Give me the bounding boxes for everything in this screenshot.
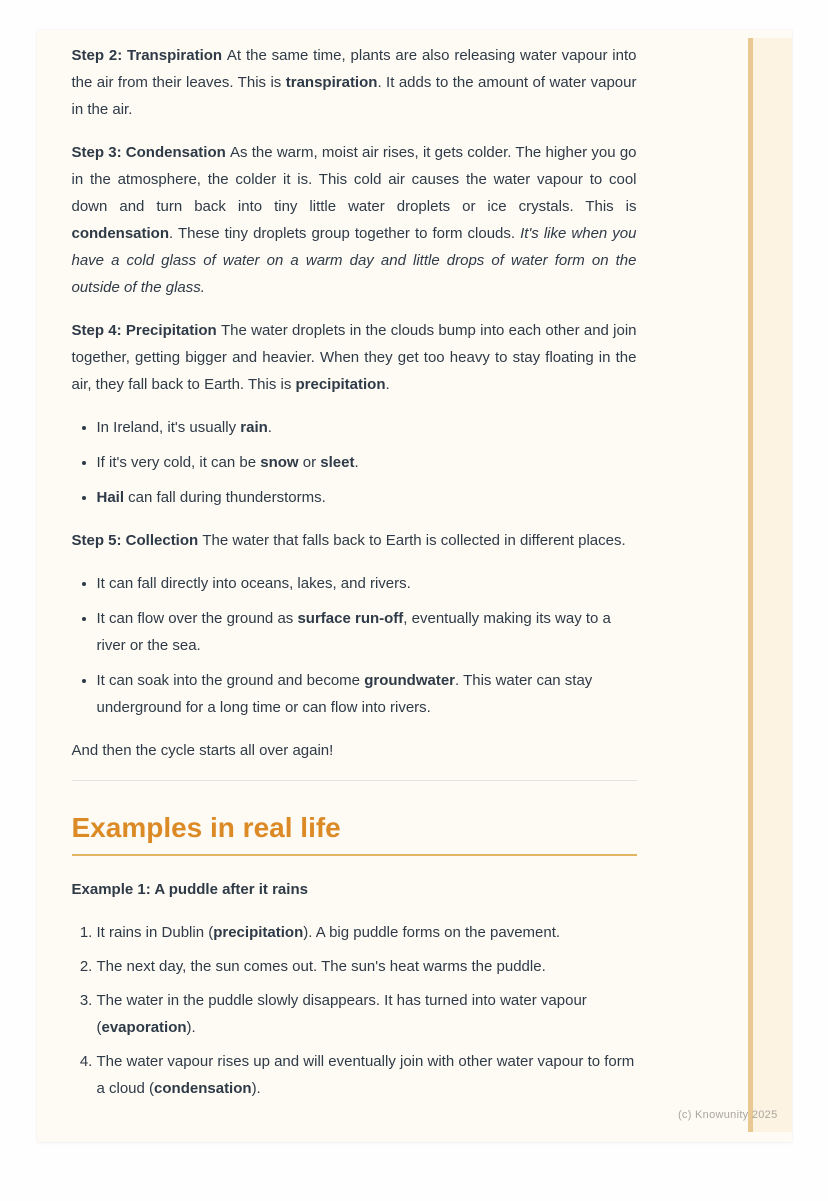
bold-text: Step 2: Transpiration [71, 47, 227, 64]
step-5-paragraph [72, 527, 637, 554]
section-divider [72, 780, 637, 781]
bold-text: Step 4: Precipitation [71, 322, 221, 339]
step-4-paragraph [72, 317, 637, 398]
bold-text: rain [240, 419, 268, 436]
text-run: . These tiny droplets group together to form clouds. [169, 225, 521, 242]
document-page [37, 30, 792, 1142]
text-run: The water droplets in the clouds bump into each other and join together, getting bigger and heavier. When they get too heavy to stay floating in the air, they fall back to Earth. This is [71, 322, 637, 393]
list-item [97, 919, 637, 946]
list-item [97, 1048, 637, 1102]
italic-text: It's like when you have a cold glass of water on a warm day and little drops of water form on the outside of the glass. [71, 225, 637, 296]
step-3-paragraph [72, 139, 637, 301]
bold-text: Example 1: A puddle after it rains [71, 881, 308, 898]
text-run: ). [186, 1019, 196, 1036]
list-item [97, 953, 637, 980]
list-item [97, 605, 637, 659]
bold-text: precipitation [295, 376, 386, 393]
step-2-paragraph [72, 42, 637, 123]
text-run: . It adds to the amount of water vapour in the air. [71, 74, 637, 118]
text-run: . [354, 454, 359, 471]
text-run: The water that falls back to Earth is collected in different places. [202, 532, 626, 549]
text-run: The water vapour rises up and will eventually join with other water vapour to form a cloud ( [96, 1053, 635, 1097]
bold-text: sleet [320, 454, 355, 471]
text-run: ). A big puddle forms on the pavement. [303, 924, 561, 941]
text-run: If it's very cold, it can be [96, 454, 261, 471]
text-run: It can fall directly into oceans, lakes, and rivers. [96, 575, 411, 592]
list-item [97, 570, 637, 597]
page-edge-strip [748, 38, 792, 1132]
list-item [97, 484, 637, 511]
list-item [97, 987, 637, 1041]
collection-places-list [72, 570, 637, 721]
bold-text: condensation [71, 225, 170, 242]
text-run: . [267, 419, 272, 436]
text-run: And then the cycle starts all over again! [71, 742, 334, 759]
bold-text: surface run-off [297, 610, 404, 627]
text-run: . This water can stay underground for a long time or can flow into rivers. [96, 672, 593, 716]
list-item [97, 667, 637, 721]
bold-text: groundwater [364, 672, 456, 689]
list-item [97, 449, 637, 476]
bold-text: precipitation [213, 924, 304, 941]
text-run: In Ireland, it's usually [96, 419, 241, 436]
precipitation-types-list [72, 414, 637, 511]
bold-text: condensation [154, 1080, 252, 1097]
copyright-watermark: (c) Knowunity 2025 [677, 1109, 778, 1121]
text-run: At the same time, plants are also releasing water vapour into the air from their leaves. This is [71, 47, 637, 91]
text-run: can fall during thunderstorms. [124, 489, 326, 506]
text-run: As the warm, moist air rises, it gets colder. The higher you go in the atmosphere, the colder it is. This cold air causes the water vapour to cool down and turn back into tiny little water droplets or ice crystals. This is [71, 144, 637, 215]
example-1-steps-list [72, 919, 637, 1102]
bold-text: Step 3: Condensation [71, 144, 231, 161]
text-run: or [298, 454, 321, 471]
example-1-subheading [72, 876, 637, 903]
text-run: It can flow over the ground as [96, 610, 298, 627]
text-run: It rains in Dublin ( [96, 924, 214, 941]
bold-text: Hail [96, 489, 125, 506]
bold-text: snow [260, 454, 299, 471]
list-item [97, 414, 637, 441]
text-run: . [385, 376, 390, 393]
text-run: The water in the puddle slowly disappears. It has turned into water vapour ( [96, 992, 587, 1036]
examples-section-heading: Examples in real life [72, 813, 637, 856]
text-run: It can soak into the ground and become [96, 672, 365, 689]
bold-text: evaporation [101, 1019, 187, 1036]
bold-text: Step 5: Collection [71, 532, 203, 549]
document-body [72, 30, 637, 1102]
cycle-restart-paragraph [72, 737, 637, 764]
text-run: ). [251, 1080, 261, 1097]
text-run: , eventually making its way to a river or the sea. [96, 610, 611, 654]
bold-text: transpiration [285, 74, 378, 91]
text-run: The next day, the sun comes out. The sun's heat warms the puddle. [96, 958, 546, 975]
